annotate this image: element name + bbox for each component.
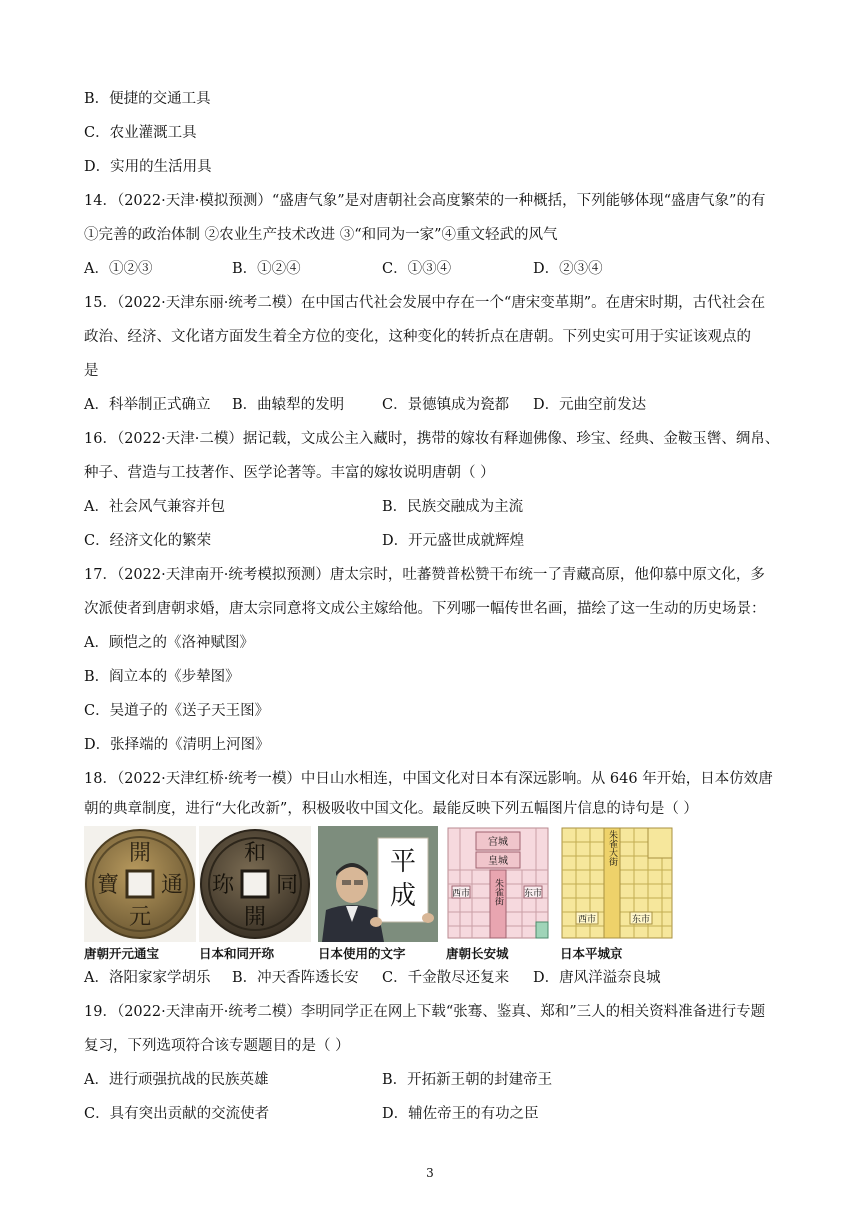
coin1-char-bottom: 元 — [128, 905, 152, 930]
q15-stem-line2: 政治、经济、文化诸方面发生着全方位的变化，这种变化的转折点在唐朝。下列史实可用于实证该观点的 — [84, 329, 751, 345]
q15-option-d: D．元曲空前发达 — [533, 397, 647, 413]
heisei-sign-photo — [318, 826, 438, 961]
coin2-char-left: 珎 — [211, 873, 235, 898]
q15-stem-line3: 是 — [84, 363, 99, 379]
sign-char-2: 成 — [389, 881, 417, 911]
q17-option-c: C．吴道子的《送子天王图》 — [84, 703, 270, 719]
q14-option-b: B．①②④ — [232, 261, 301, 277]
wado-kaichin-coin-image — [199, 826, 311, 961]
q14-option-a: A．①②③ — [84, 261, 153, 277]
q16-option-a: A．社会风气兼容并包 — [84, 499, 225, 515]
q17-option-b: B．阎立本的《步辇图》 — [84, 669, 240, 685]
q18-option-d: D．唐风洋溢奈良城 — [533, 970, 661, 986]
q18-option-a: A．洛阳家家学胡乐 — [84, 970, 211, 986]
q16-stem: 16．（2022·天津·二模）据记载，文成公主入藏时，携带的嫁妆有释迦佛像、珍宝、经典、金鞍玉辔、绸帛、 — [84, 431, 780, 447]
coin1-char-left: 寶 — [96, 873, 120, 898]
coin1-char-right: 通 — [160, 873, 184, 898]
changan-east-market-label: 东市 — [523, 889, 543, 899]
q16-option-b: B．民族交融成为主流 — [382, 499, 524, 515]
q19-stem-line2: 复习，下列选项符合该专题题目的是（ ） — [84, 1038, 350, 1054]
page-number: 3 — [426, 1166, 434, 1180]
q14-stem-line2: ①完善的政治体制 ②农业生产技术改进 ③“和同为一家”④重文轻武的风气 — [84, 227, 558, 243]
q15-option-a: A．科举制正式确立 — [84, 397, 211, 413]
caption-kaiyuan: 唐朝开元通宝 — [84, 946, 160, 961]
caption-wado: 日本和同开珎 — [199, 946, 275, 961]
changan-city-map — [446, 826, 550, 961]
q14-stem: 14．（2022·天津·模拟预测）“盛唐气象”是对唐朝社会高度繁荣的一种概括，下列能够体现“盛唐气象”的有 — [84, 193, 766, 209]
caption-heijokyo: 日本平城京 — [560, 946, 623, 961]
q15-option-b: B．曲辕犁的发明 — [232, 397, 345, 413]
q13-option-b: B．便捷的交通工具 — [84, 91, 211, 107]
heijo-west-market-label: 西市 — [577, 915, 597, 925]
caption-changan: 唐朝长安城 — [446, 946, 509, 961]
coin2-char-top: 和 — [243, 841, 267, 866]
q18-image-row — [84, 826, 674, 962]
q17-stem: 17．（2022·天津南开·统考模拟预测）唐太宗时，吐蕃赞普松赞干布统一了青藏高原，他仰慕中原文化，多 — [84, 567, 765, 583]
heijo-zhuque-avenue-label: 朱雀大街 — [607, 830, 617, 866]
sign-char-1: 平 — [389, 847, 417, 877]
q19-option-b: B．开拓新王朝的封建帝王 — [382, 1072, 553, 1088]
q17-option-a: A．顾恺之的《洛神赋图》 — [84, 635, 254, 651]
changan-zhuque-label: 朱雀街 — [493, 878, 503, 906]
q19-option-a: A．进行顽强抗战的民族英雄 — [84, 1072, 269, 1088]
q14-option-d: D．②③④ — [533, 261, 603, 277]
q16-option-c: C．经济文化的繁荣 — [84, 533, 212, 549]
q19-stem: 19．（2022·天津南开·统考二模）李明同学正在网上下载“张骞、鉴真、郑和”三人的相关资料准备进行专题 — [84, 1004, 766, 1020]
q17-option-d: D．张择端的《清明上河图》 — [84, 737, 270, 753]
q13-option-c: C．农业灌溉工具 — [84, 125, 197, 141]
caption-heisei: 日本使用的文字 — [318, 946, 406, 961]
q19-option-c: C．具有突出贡献的交流使者 — [84, 1106, 270, 1122]
changan-palace-label: 宫城 — [488, 837, 508, 848]
coin1-char-top: 開 — [128, 841, 152, 866]
heijo-east-market-label: 东市 — [631, 915, 651, 925]
q18-option-b: B．冲天香阵透长安 — [232, 970, 359, 986]
q15-stem: 15．（2022·天津东丽·统考二模）在中国古代社会发展中存在一个“唐宋变革期”。在唐宋时期，古代社会在 — [84, 295, 766, 311]
q13-option-d: D．实用的生活用具 — [84, 159, 212, 175]
q14-option-c: C．①③④ — [382, 261, 452, 277]
q15-option-c: C．景德镇成为瓷都 — [382, 397, 510, 413]
changan-west-market-label: 西市 — [451, 889, 471, 899]
q17-stem-line2: 次派使者到唐朝求婚，唐太宗同意将文成公主嫁给他。下列哪一幅传世名画，描绘了这一生动的历史场景： — [84, 601, 766, 617]
kaiyuan-tongbao-coin-image — [84, 826, 196, 961]
q18-stem-line2: 朝的典章制度，进行“大化改新”，积极吸收中国文化。最能反映下列五幅图片信息的诗句是（ ） — [84, 801, 698, 817]
q16-option-d: D．开元盛世成就辉煌 — [382, 533, 525, 549]
coin2-char-right: 同 — [275, 873, 299, 898]
heijokyo-city-map — [560, 826, 674, 961]
changan-imperial-city-label: 皇城 — [488, 856, 508, 867]
q16-stem-line2: 种子、营造与工技著作、医学论著等。丰富的嫁妆说明唐朝（ ） — [84, 465, 495, 481]
q19-option-d: D．辅佐帝王的有功之臣 — [382, 1106, 539, 1122]
q18-option-c: C．千金散尽还复来 — [382, 970, 510, 986]
q18-stem: 18．（2022·天津红桥·统考一模）中日山水相连，中国文化对日本有深远影响。从 646 年开始，日本仿效唐 — [84, 771, 773, 787]
coin2-char-bottom: 開 — [243, 905, 267, 930]
